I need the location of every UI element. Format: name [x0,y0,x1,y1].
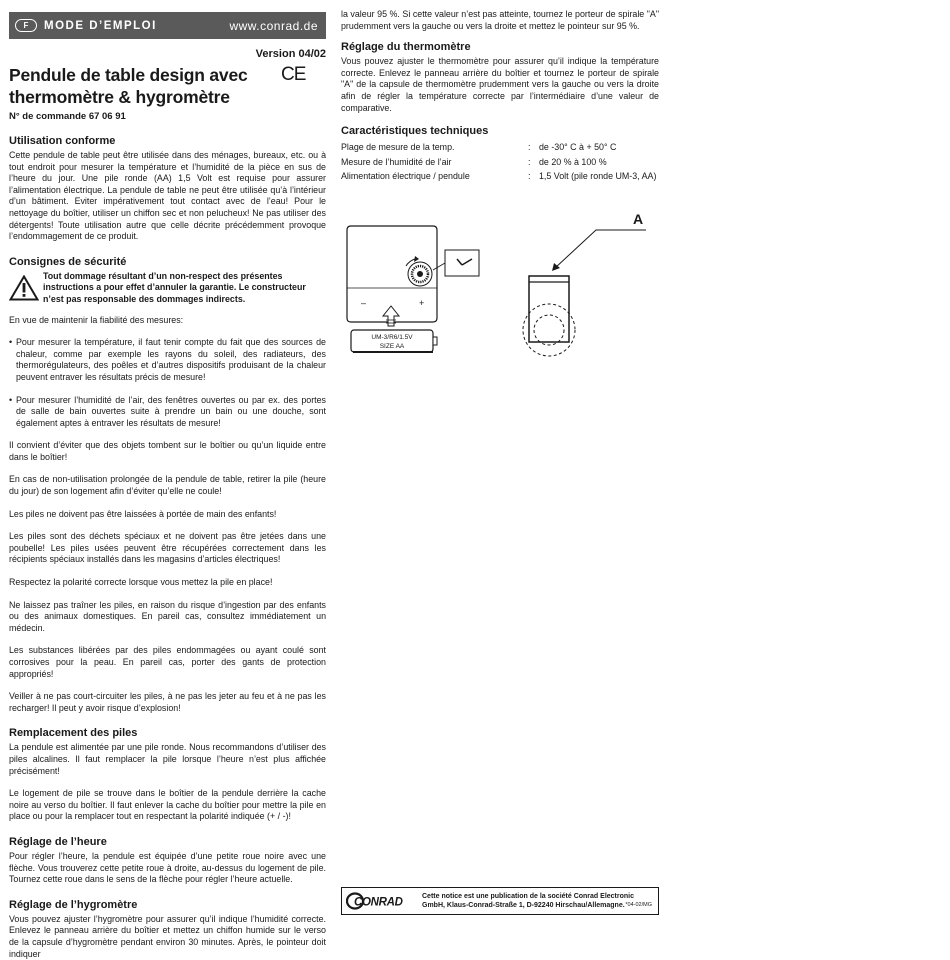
intended-use-text: Cette pendule de table peut être utilisée dans des ménages, bureaux, etc. ou à tout endroit pour mesurer la température et l’humidité de la pièce en sus de l’heure du jour. Une pile ronde (AA) 1,5 Volt est requise pour assurer l’alimentation électrique. La pendule de table ne peut être utilisée qu’à l’intérieur d’un bâtiment. Eviter impérativement tout contact avec de l’eau! Pour le nettoyage du boîtier, utiliser un chiffon sec et non pelucheux! Ne pas utiliser des détergents! Toute utilisation autre que celle décrite précédemment provoque l’endommagement de ce produit. [9,150,326,242]
list-item [9,395,326,430]
clock-hands-callout [433,250,479,276]
right-column [341,9,659,184]
header-url: www.conrad.de [229,18,318,33]
title-row [9,64,326,108]
plus-sign: + [419,298,425,308]
hygro-text-left: Vous pouvez ajuster l’hygromètre pour assurer qu’il indique l’humidité correcte. Enlevez le panneau arrière du boîtier et mettez un chiffon humide sur le verso de la capsule d’hygromètre pendant environ 30 minutes. Après, le pointeur doit indiquer [9,913,326,959]
safety-paragraph: Ne laissez pas traîner les piles, en raison du risque d’ingestion par des enfants ou des animaux domestiques. En pareil cas, consultez immédiatement un médecin. [9,599,326,633]
spec-colon: : [528,142,531,153]
spec-value: de -30° C à + 50° C [539,142,617,153]
battery-paragraph: Le logement de pile se trouve dans le boîtier de la pendule derrière la cache noire au verso du boîtier. Il faut enlever la cache du boîtier pour mettre la pile en place ou pour la remplacer tout en respectant la polarité indiquée (+ / -)! [9,788,326,822]
battery-paragraph: La pendule est alimentée par une pile ronde. Nous recommandons d’utiliser des piles alcalines. Il faut remplacer la pile lorsque l’heure n’est plus affichée précisément! [9,742,326,776]
thermo-heading: Réglage du thermomètre [341,41,471,54]
warning-text: Tout dommage résultant d’un non-respect des présentes instructions a pour effet d’annuler la garantie. Le constructeur n’est pas responsable des dommages indirects. [43,270,306,304]
time-setting-text: Pour régler l’heure, la pendule est équipée d’une petite roue noire avec une flèche. Vous trouverez cette petite roue à droite, au-dessus du logement de pile. Tournez cette roue dans le sens de la flèche pour régler l’heure actuelle. [9,850,326,885]
spec-colon: : [528,156,531,167]
intended-use-heading: Utilisation conforme [9,135,116,147]
version-label: Version 04/02 [255,48,326,60]
header-label: MODE D’EMPLOI [44,19,157,32]
header-bar [9,12,326,39]
bullet-dot: • [9,394,13,405]
minus-sign: – [361,298,367,308]
page-title: Pendule de table design avec thermomètre & hygromètre [9,65,248,107]
specs-heading: Caractéristiques techniques [341,125,489,138]
conrad-logo [342,888,416,914]
time-setting-heading: Réglage de l’heure [9,835,107,848]
safety-intro: En vue de maintenir la fiabilité des mesures: [9,314,184,325]
safety-paragraph: Respectez la polarité correcte lorsque vous mettez la pile en place! [9,577,273,588]
spiral-carrier-detail [523,230,646,356]
bullet-text: Pour mesurer la température, il faut tenir compte du fait que des sources de chaleur, comme par exemple les rayons du soleil, des radiateurs, des thermorégulateurs, des poêles et d’autres dispositifs produisant de la chaleur peuvent entraver les résultats précis de mesure! [16,337,326,382]
safety-paragraph: Veiller à ne pas court-circuiter les piles, à ne pas les jeter au feu et à ne pas les recharger! Il peut y avoir risque d’explosion! [9,691,326,713]
warning-triangle-icon [9,275,39,301]
safety-paragraph: Les piles ne doivent pas être laissées à portée de main des enfants! [9,508,277,519]
spec-value: de 20 % à 100 % [539,156,607,167]
bullet-dot: • [9,337,13,348]
safety-paragraph: Les piles sont des déchets spéciaux et ne doivent pas être jetées dans une poubelle! Les piles usées peuvent être récupérées correctement dans les récipients spéciaux installés dans les magasins d’articles électriques! [9,531,326,565]
hygro-heading: Réglage de l’hygromètre [9,898,138,911]
spec-row [341,140,659,155]
spec-colon: : [528,171,531,182]
safety-paragraph: Les substances libérées par des piles endommagées ou ayant coulé sont corrosives pour la peau. En pareil cas, porter des gants de protection appropriés! [9,645,326,679]
left-column [9,12,326,960]
footer-publication-text: Cette notice est une publication de la société Conrad Electronic GmbH, Klaus-Conrad-Straße 1, D-92240 Hirschau/Allemagne. [422,893,634,909]
order-number: N° de commande 67 06 91 [9,111,126,122]
spec-label: Alimentation électrique / pendule [341,171,470,182]
ce-mark: CE [281,64,306,85]
footer-text [422,892,652,910]
conrad-logo-mark [346,892,412,910]
bullet-text: Pour mesurer l’humidité de l’air, des fenêtres ouvertes ou par ex. des portes de salle de bain ouvertes suite à prendre un bain ou une douche, sont également aptes à entraver les résultats de mesure! [16,394,326,428]
spec-row [341,169,659,184]
language-badge: F [15,19,37,32]
battery-heading: Remplacement des piles [9,727,138,740]
safety-warning [9,271,326,306]
battery-label-2: SIZE AA [379,343,405,350]
spec-value: 1,5 Volt (pile ronde UM-3, AA) [539,171,657,182]
list-item [9,337,326,383]
safety-heading: Consignes de sécurité [9,255,127,268]
spec-label: Plage de mesure de la temp. [341,142,455,153]
footer [341,887,659,915]
spec-row [341,155,659,170]
header-left [15,19,157,32]
footer-code: *04-02/MG [625,902,652,908]
battery-label-1: UM-3/R6/1.5V [371,334,413,341]
specs-table [341,140,659,184]
clock-back-diagram [341,208,661,368]
spec-label: Mesure de l’humidité de l’air [341,156,452,167]
safety-paragraph: Il convient d’éviter que des objets tombent sur le boîtier ou qu’un liquide entre dans le boîtier! [9,440,326,462]
safety-paragraph: En cas de non-utilisation prolongée de la pendule de table, retirer la pile (heure du jour) de son logement afin d’éviter qu’elle ne coule! [9,474,326,497]
label-a: A [633,211,644,227]
hygro-text-right: la valeur 95 %. Si cette valeur n’est pas atteinte, tournez le porteur de spirale "A" prudemment vers la gauche ou vers la droite et mettez le pointeur sur 95 %. [341,9,659,31]
logo-text: CONRAD [354,896,403,909]
thermo-text: Vous pouvez ajuster le thermomètre pour assurer qu’il indique la température correcte. Enlevez le panneau arrière du boîtier et tournez le porteur de spirale "A" de la capsule de thermomètre prudemment vers la gauche ou vers la droite afin de régler la température correcte par l’intermédiaire d’une valeur de comparative. [341,56,659,113]
